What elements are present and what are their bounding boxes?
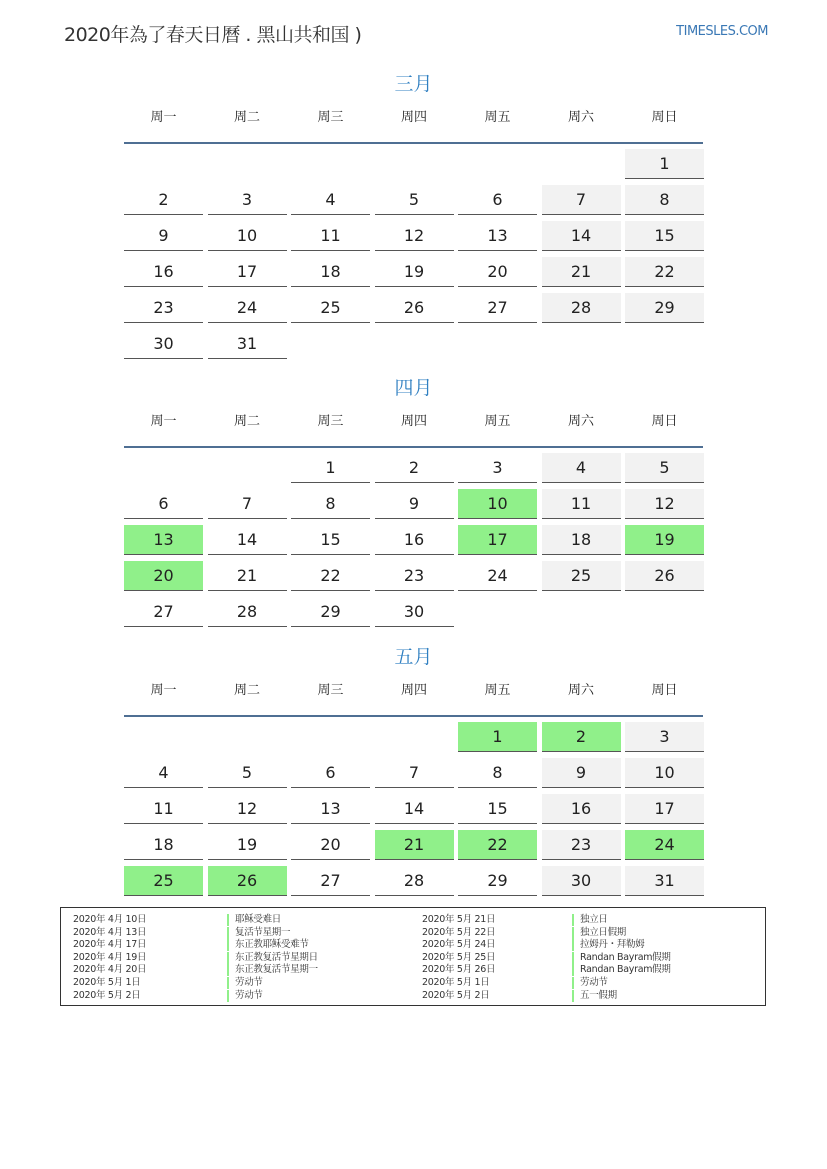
legend-date: 2020年 4月 17日 — [73, 939, 147, 951]
day-cell: 5 — [375, 185, 454, 215]
holiday-day-cell: 22 — [458, 830, 537, 860]
holiday-day-cell: 25 — [124, 866, 203, 896]
holiday-day-cell: 19 — [625, 525, 704, 555]
day-cell: 29 — [625, 293, 704, 323]
holiday-day-cell: 24 — [625, 830, 704, 860]
day-cell: 23 — [542, 830, 621, 860]
legend-date: 2020年 4月 10日 — [73, 914, 147, 925]
day-cell: 6 — [124, 489, 203, 519]
day-cell: 4 — [291, 185, 370, 215]
day-cell: 4 — [124, 758, 203, 788]
day-cell: 6 — [291, 758, 370, 788]
weekday-label: 周一 — [150, 683, 177, 698]
day-cell: 12 — [208, 794, 287, 824]
legend-holiday-name: 东正教复活节星期日 — [227, 952, 318, 964]
legend-date: 2020年 4月 20日 — [73, 964, 147, 976]
weekday-label: 周日 — [651, 683, 678, 698]
day-cell: 7 — [542, 185, 621, 215]
day-cell: 2 — [124, 185, 203, 215]
legend-holiday-name: 劳动节 — [227, 990, 263, 1002]
day-cell: 28 — [375, 866, 454, 896]
holiday-day-cell: 13 — [124, 525, 203, 555]
day-cell: 27 — [124, 597, 203, 627]
legend-date: 2020年 4月 19日 — [73, 951, 147, 963]
legend-holiday-name: 劳动节 — [227, 977, 263, 989]
day-cell: 14 — [542, 221, 621, 251]
day-cell: 29 — [291, 597, 370, 627]
holiday-day-cell: 26 — [208, 866, 287, 896]
day-cell: 19 — [375, 257, 454, 287]
day-cell: 25 — [542, 561, 621, 591]
month-title: 五月 — [394, 646, 433, 668]
weekday-label: 周三 — [317, 110, 344, 125]
weekday-label: 周六 — [567, 414, 594, 429]
legend-date: 2020年 5月 1日 — [422, 977, 490, 988]
weekday-label: 周六 — [567, 683, 594, 698]
day-cell: 1 — [291, 453, 370, 483]
day-cell: 12 — [375, 221, 454, 251]
weekday-header — [124, 102, 703, 144]
holiday-day-cell: 10 — [458, 489, 537, 519]
day-cell: 19 — [208, 830, 287, 860]
day-cell: 11 — [542, 489, 621, 519]
day-cell: 29 — [458, 866, 537, 896]
weekday-label: 周五 — [484, 110, 511, 125]
day-cell: 20 — [291, 830, 370, 860]
day-cell: 25 — [291, 293, 370, 323]
legend-date: 2020年 5月 26日 — [422, 964, 496, 976]
day-cell: 23 — [375, 561, 454, 591]
day-cell: 13 — [458, 221, 537, 251]
day-cell: 15 — [291, 525, 370, 555]
month-title: 三月 — [394, 73, 433, 95]
day-cell: 7 — [208, 489, 287, 519]
day-cell: 8 — [458, 758, 537, 788]
day-cell: 22 — [625, 257, 704, 287]
day-cell: 20 — [458, 257, 537, 287]
legend-holiday-name: 东正教耶稣受难节 — [227, 939, 309, 951]
legend-holiday-name: Randan Bayram假期 — [572, 952, 671, 964]
legend-date: 2020年 5月 25日 — [422, 951, 496, 963]
holiday-day-cell: 20 — [124, 561, 203, 591]
day-cell: 3 — [208, 185, 287, 215]
legend-date: 2020年 5月 21日 — [422, 914, 496, 925]
day-cell: 9 — [542, 758, 621, 788]
weekday-header — [124, 675, 703, 717]
day-cell: 17 — [625, 794, 704, 824]
day-cell: 22 — [291, 561, 370, 591]
weekday-label: 周三 — [317, 414, 344, 429]
day-cell: 9 — [124, 221, 203, 251]
day-cell: 24 — [458, 561, 537, 591]
weekday-label: 周六 — [567, 110, 594, 125]
day-cell: 11 — [124, 794, 203, 824]
day-cell: 3 — [625, 722, 704, 752]
month-title: 四月 — [394, 377, 433, 399]
legend-holiday-name: 复活节星期一 — [227, 927, 290, 939]
legend-date: 2020年 4月 13日 — [73, 926, 147, 938]
legend-holiday-name: 独立日假期 — [572, 927, 626, 939]
day-cell: 13 — [291, 794, 370, 824]
day-cell: 27 — [291, 866, 370, 896]
holiday-legend — [60, 907, 766, 1006]
day-cell: 16 — [542, 794, 621, 824]
day-cell: 2 — [375, 453, 454, 483]
weekday-label: 周一 — [150, 110, 177, 125]
site-link[interactable]: TIMESLES.COM — [676, 24, 768, 39]
day-cell: 16 — [124, 257, 203, 287]
weekday-header — [124, 406, 703, 448]
legend-date: 2020年 5月 1日 — [73, 977, 141, 988]
day-cell: 6 — [458, 185, 537, 215]
day-cell: 10 — [625, 758, 704, 788]
legend-holiday-name: 劳动节 — [572, 977, 608, 989]
legend-holiday-name: 东正教复活节星期一 — [227, 964, 318, 976]
weekday-label: 周四 — [400, 683, 427, 698]
month-calendar — [124, 374, 703, 621]
day-cell: 10 — [208, 221, 287, 251]
weekday-label: 周日 — [651, 110, 678, 125]
day-cell: 24 — [208, 293, 287, 323]
weekday-label: 周五 — [484, 683, 511, 698]
weekday-label: 周日 — [651, 414, 678, 429]
weekday-label: 周一 — [150, 414, 177, 429]
day-cell: 11 — [291, 221, 370, 251]
weekday-label: 周三 — [317, 683, 344, 698]
day-cell: 28 — [542, 293, 621, 323]
weekday-label: 周二 — [233, 110, 260, 125]
day-cell: 1 — [625, 149, 704, 179]
weekday-label: 周五 — [484, 414, 511, 429]
month-calendar — [124, 643, 703, 890]
legend-holiday-name: 耶稣受难日 — [227, 914, 281, 926]
legend-holiday-name: Randan Bayram假期 — [572, 964, 671, 976]
weekday-label: 周二 — [233, 683, 260, 698]
legend-holiday-name: 独立日 — [572, 914, 608, 926]
legend-date: 2020年 5月 2日 — [73, 989, 141, 1001]
day-cell: 16 — [375, 525, 454, 555]
day-cell: 18 — [124, 830, 203, 860]
legend-holiday-name: 拉姆丹・拜勒姆 — [572, 939, 644, 951]
weekday-label: 周二 — [233, 414, 260, 429]
day-cell: 28 — [208, 597, 287, 627]
day-cell: 18 — [542, 525, 621, 555]
weekday-label: 周四 — [400, 414, 427, 429]
legend-date: 2020年 5月 22日 — [422, 926, 496, 938]
day-cell: 15 — [458, 794, 537, 824]
day-cell: 14 — [208, 525, 287, 555]
holiday-day-cell: 2 — [542, 722, 621, 752]
day-cell: 8 — [625, 185, 704, 215]
day-cell: 15 — [625, 221, 704, 251]
day-cell: 26 — [375, 293, 454, 323]
day-cell: 5 — [625, 453, 704, 483]
day-cell: 8 — [291, 489, 370, 519]
holiday-day-cell: 1 — [458, 722, 537, 752]
weekday-label: 周四 — [400, 110, 427, 125]
legend-date: 2020年 5月 24日 — [422, 939, 496, 951]
day-cell: 31 — [208, 329, 287, 359]
day-cell: 7 — [375, 758, 454, 788]
day-cell: 21 — [542, 257, 621, 287]
day-cell: 30 — [124, 329, 203, 359]
day-cell: 18 — [291, 257, 370, 287]
day-cell: 12 — [625, 489, 704, 519]
day-cell: 9 — [375, 489, 454, 519]
day-cell: 17 — [208, 257, 287, 287]
day-cell: 27 — [458, 293, 537, 323]
holiday-day-cell: 21 — [375, 830, 454, 860]
day-cell: 4 — [542, 453, 621, 483]
day-cell: 5 — [208, 758, 287, 788]
day-cell: 31 — [625, 866, 704, 896]
legend-holiday-name: 五一假期 — [572, 990, 617, 1002]
day-cell: 30 — [375, 597, 454, 627]
page-title: 2020年為了春天日曆 . 黑山共和国 ) — [64, 24, 362, 46]
day-cell: 14 — [375, 794, 454, 824]
day-cell: 30 — [542, 866, 621, 896]
day-cell: 3 — [458, 453, 537, 483]
day-cell: 26 — [625, 561, 704, 591]
holiday-day-cell: 17 — [458, 525, 537, 555]
month-calendar — [124, 70, 703, 353]
day-cell: 21 — [208, 561, 287, 591]
legend-date: 2020年 5月 2日 — [422, 989, 490, 1001]
day-cell: 23 — [124, 293, 203, 323]
